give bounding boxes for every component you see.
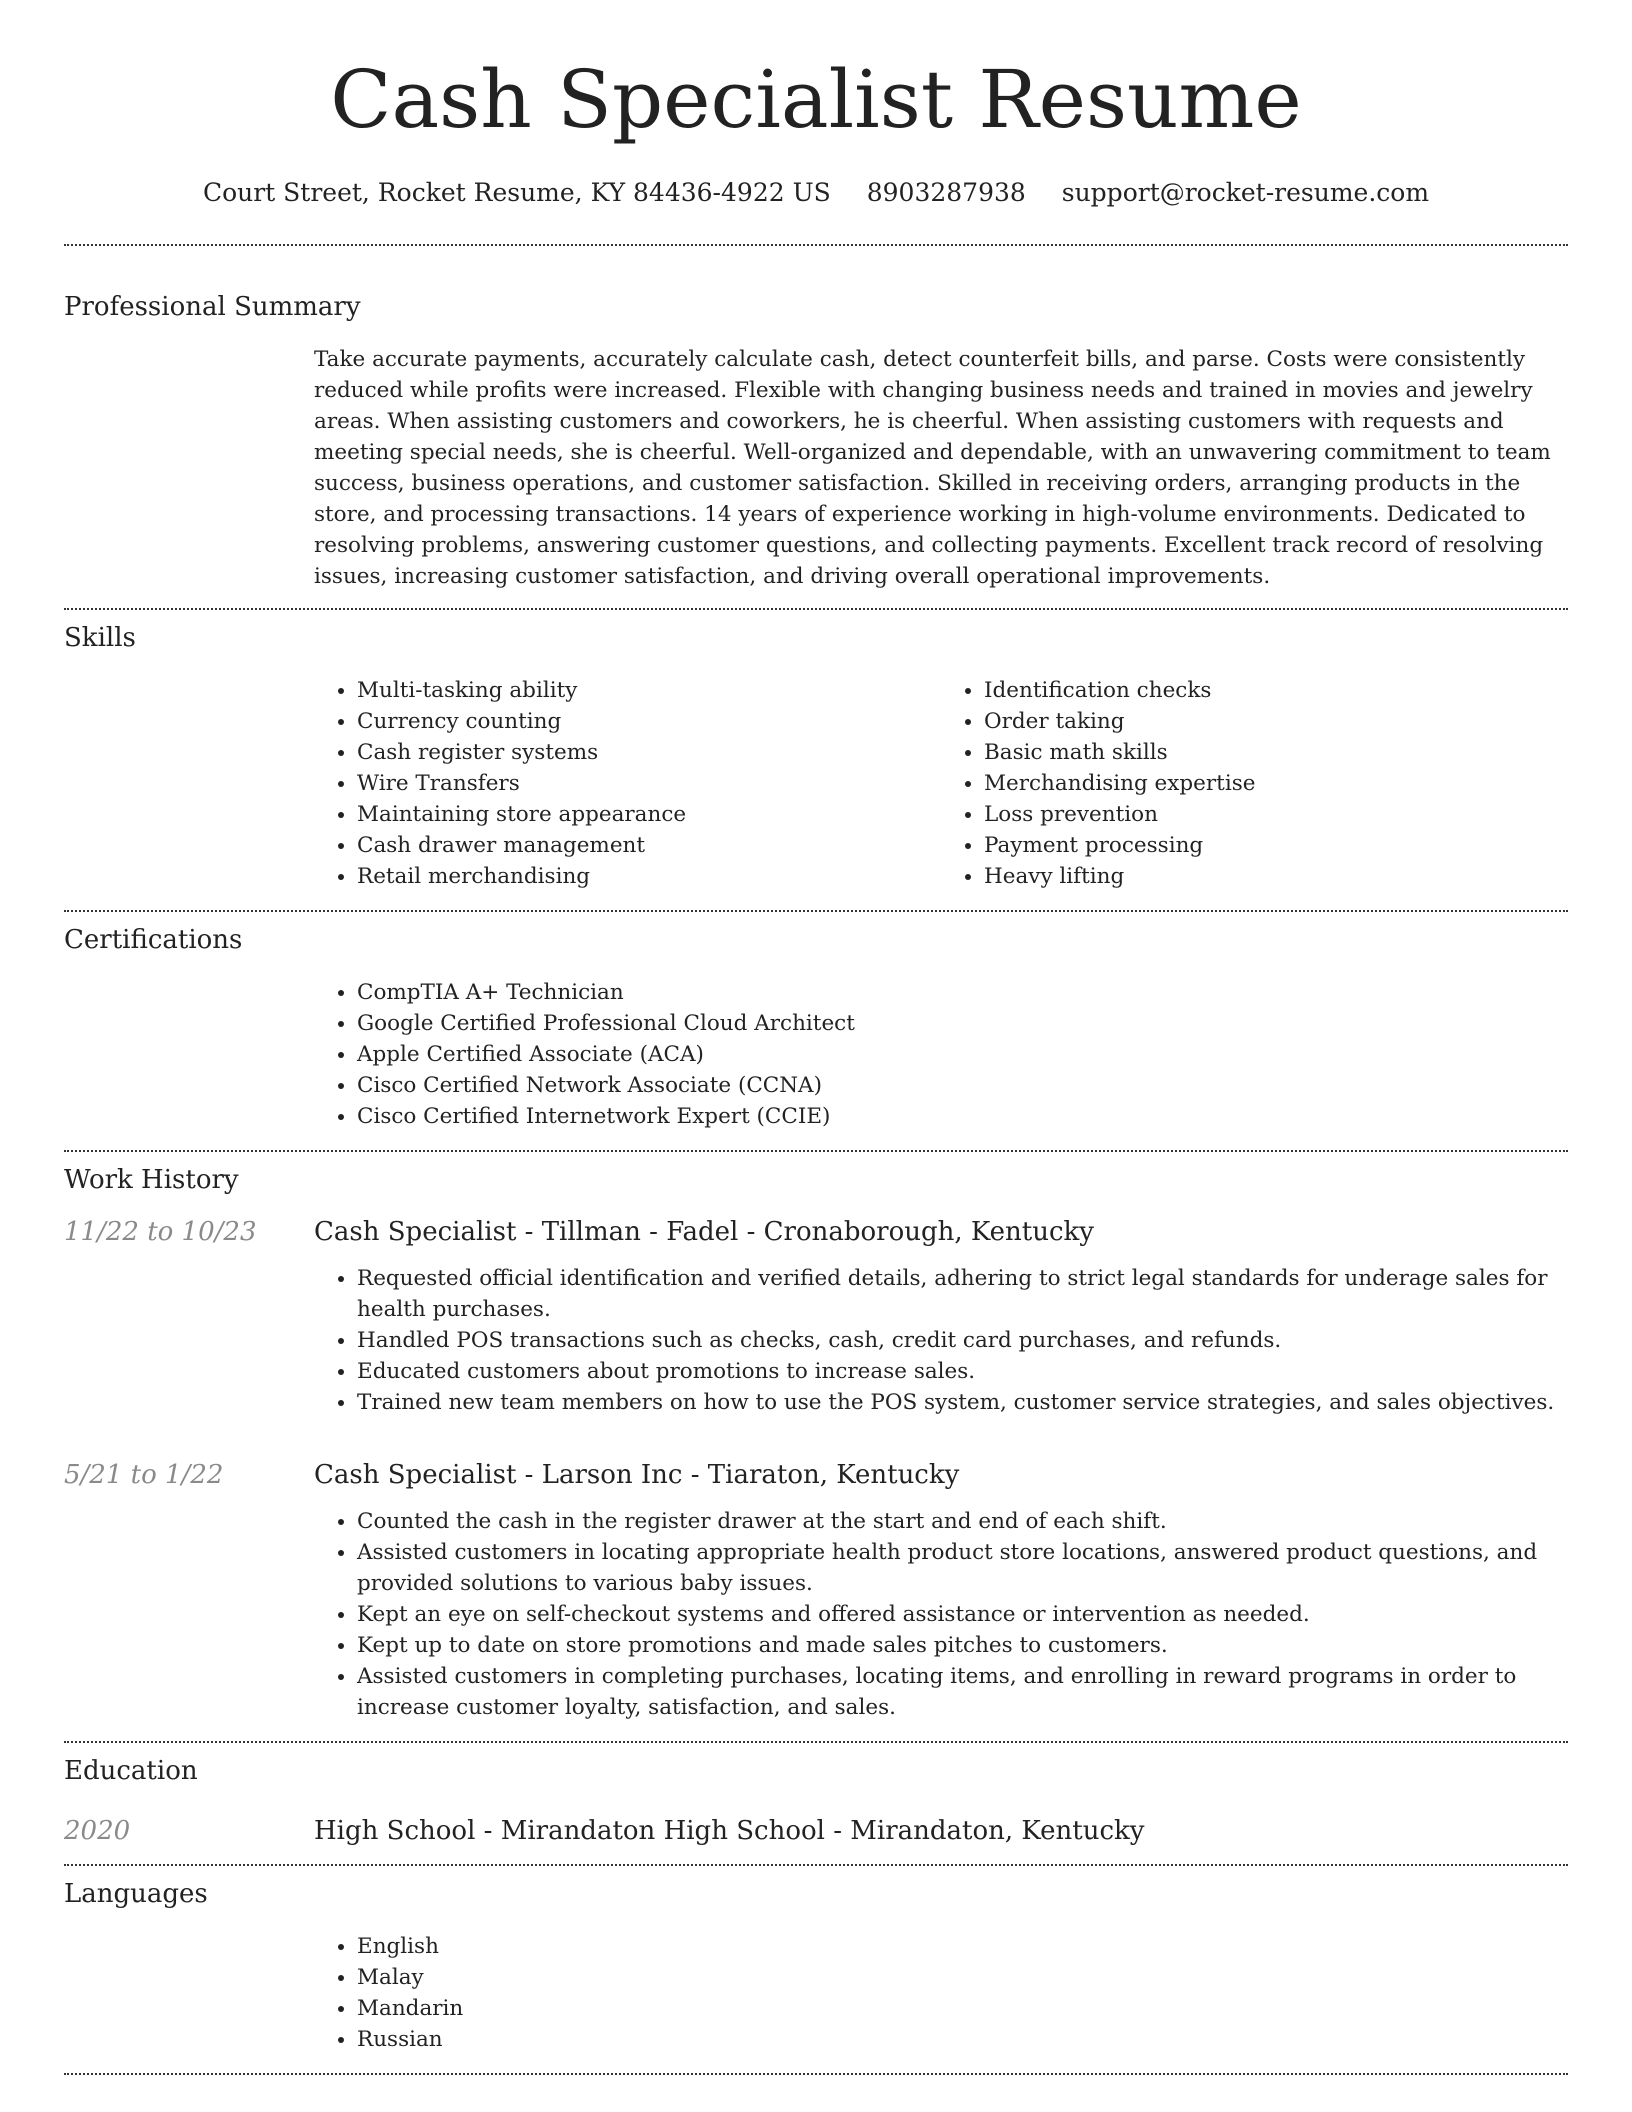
skill-item: • Maintaining store appearance (357, 799, 941, 830)
language-item: • English (357, 1931, 1568, 1962)
contact-line (64, 176, 1568, 210)
section-title-summary: Professional Summary (64, 292, 361, 322)
resume-title: Cash Specialist Resume (330, 53, 1302, 146)
section-summary (64, 290, 1568, 592)
skill-item: • Multi-tasking ability (357, 675, 941, 706)
job-bullet: • Assisted customers in locating appropriate health product store locations, answered product questions, and provided solutions to various baby issues. (357, 1537, 1568, 1599)
skill-item: • Payment processing (984, 830, 1568, 861)
summary-text: Take accurate payments, accurately calculate cash, detect counterfeit bills, and parse. Costs were consistently reduced while profits were increased. Flexible with changing business needs and trained in movies and jewelry areas. When assisting customers and coworkers, he is cheerful. When assisting customers with requests and meeting special needs, she is cheerful. Well-organized and dependable, with an unwavering commitment to team success, business operations, and customer satisfaction. Skilled in receiving orders, arranging products in the store, and processing transactions. 14 years of experience working in high-volume environments. Dedicated to resolving problems, answering customer questions, and collecting payments. Excellent track record of resolving issues, increasing customer satisfaction, and driving overall operational improvements. (314, 347, 1551, 589)
skill-item: • Currency counting (357, 706, 941, 737)
certification-item: • CompTIA A+ Technician (357, 977, 1568, 1008)
job-bullet: • Kept up to date on store promotions and made sales pitches to customers. (357, 1630, 1568, 1661)
job-entry-header (64, 1215, 1568, 1249)
languages-block (314, 1931, 1568, 2055)
skill-item: • Wire Transfers (357, 768, 941, 799)
section-title-languages: Languages (64, 1879, 208, 1909)
certification-item: • Cisco Certified Internetwork Expert (CCIE) (357, 1101, 1568, 1132)
certification-item: • Apple Certified Associate (ACA) (357, 1039, 1568, 1070)
skill-item: • Identification checks (984, 675, 1568, 706)
skills-list-left (314, 675, 941, 892)
job-bullet: • Kept an eye on self-checkout systems and offered assistance or intervention as needed. (357, 1599, 1568, 1630)
skill-item: • Cash register systems (357, 737, 941, 768)
section-title-work: Work History (64, 1165, 239, 1195)
certification-item: • Cisco Certified Network Associate (CCNA) (357, 1070, 1568, 1101)
skill-item: • Basic math skills (984, 737, 1568, 768)
section-languages (64, 1866, 1568, 2055)
section-skills (64, 610, 1568, 892)
job-bullet: • Counted the cash in the register drawer at the start and end of each shift. (357, 1506, 1568, 1537)
divider (64, 2073, 1568, 2075)
contact-phone: 8903287938 (866, 178, 1026, 207)
skill-item: • Retail merchandising (357, 861, 941, 892)
job-bullets (314, 1506, 1568, 1723)
skills-columns (314, 675, 1568, 892)
skill-item: • Order taking (984, 706, 1568, 737)
job-entry-header (64, 1458, 1568, 1492)
section-title-skills: Skills (64, 623, 136, 653)
skills-list-right (941, 675, 1568, 892)
certifications-block (314, 977, 1568, 1132)
education-date: 2020 (64, 1816, 131, 1846)
education-entry (64, 1814, 1568, 1848)
skill-item: • Cash drawer management (357, 830, 941, 861)
skill-item: • Heavy lifting (984, 861, 1568, 892)
section-work-history (64, 1152, 1568, 1723)
certification-item: • Google Certified Professional Cloud Architect (357, 1008, 1568, 1039)
language-item: • Malay (357, 1962, 1568, 1993)
job-bullet: • Handled POS transactions such as checks, cash, credit card purchases, and refunds. (357, 1325, 1568, 1356)
section-education (64, 1743, 1568, 1848)
job-date: 11/22 to 10/23 (64, 1217, 257, 1247)
contact-address: Court Street, Rocket Resume, KY 84436-4922 US (202, 178, 831, 207)
education-heading: High School - Mirandaton High School - Mirandaton, Kentucky (314, 1816, 1145, 1846)
certifications-list (314, 977, 1568, 1132)
contact-email: support@rocket-resume.com (1061, 178, 1430, 207)
language-item: • Mandarin (357, 1993, 1568, 2024)
skill-item: • Loss prevention (984, 799, 1568, 830)
language-item: • Russian (357, 2024, 1568, 2055)
section-title-education: Education (64, 1756, 198, 1786)
job-heading: Cash Specialist - Larson Inc - Tiaraton, Kentucky (314, 1460, 960, 1490)
skill-item: • Merchandising expertise (984, 768, 1568, 799)
job-bullet: • Requested official identification and verified details, adhering to strict legal standards for underage sales for health purchases. (357, 1263, 1568, 1325)
section-title-certifications: Certifications (64, 925, 243, 955)
job-bullet: • Assisted customers in completing purchases, locating items, and enrolling in reward programs in order to increase customer loyalty, satisfaction, and sales. (357, 1661, 1568, 1723)
job-heading: Cash Specialist - Tillman - Fadel - Cronaborough, Kentucky (314, 1217, 1094, 1247)
languages-list (314, 1931, 1568, 2055)
job-bullet: • Educated customers about promotions to increase sales. (357, 1356, 1568, 1387)
divider (64, 244, 1568, 246)
job-date: 5/21 to 1/22 (64, 1460, 224, 1490)
job-bullets (314, 1263, 1568, 1418)
section-certifications (64, 912, 1568, 1132)
job-bullet: • Trained new team members on how to use the POS system, customer service strategies, and sales objectives. (357, 1387, 1568, 1418)
